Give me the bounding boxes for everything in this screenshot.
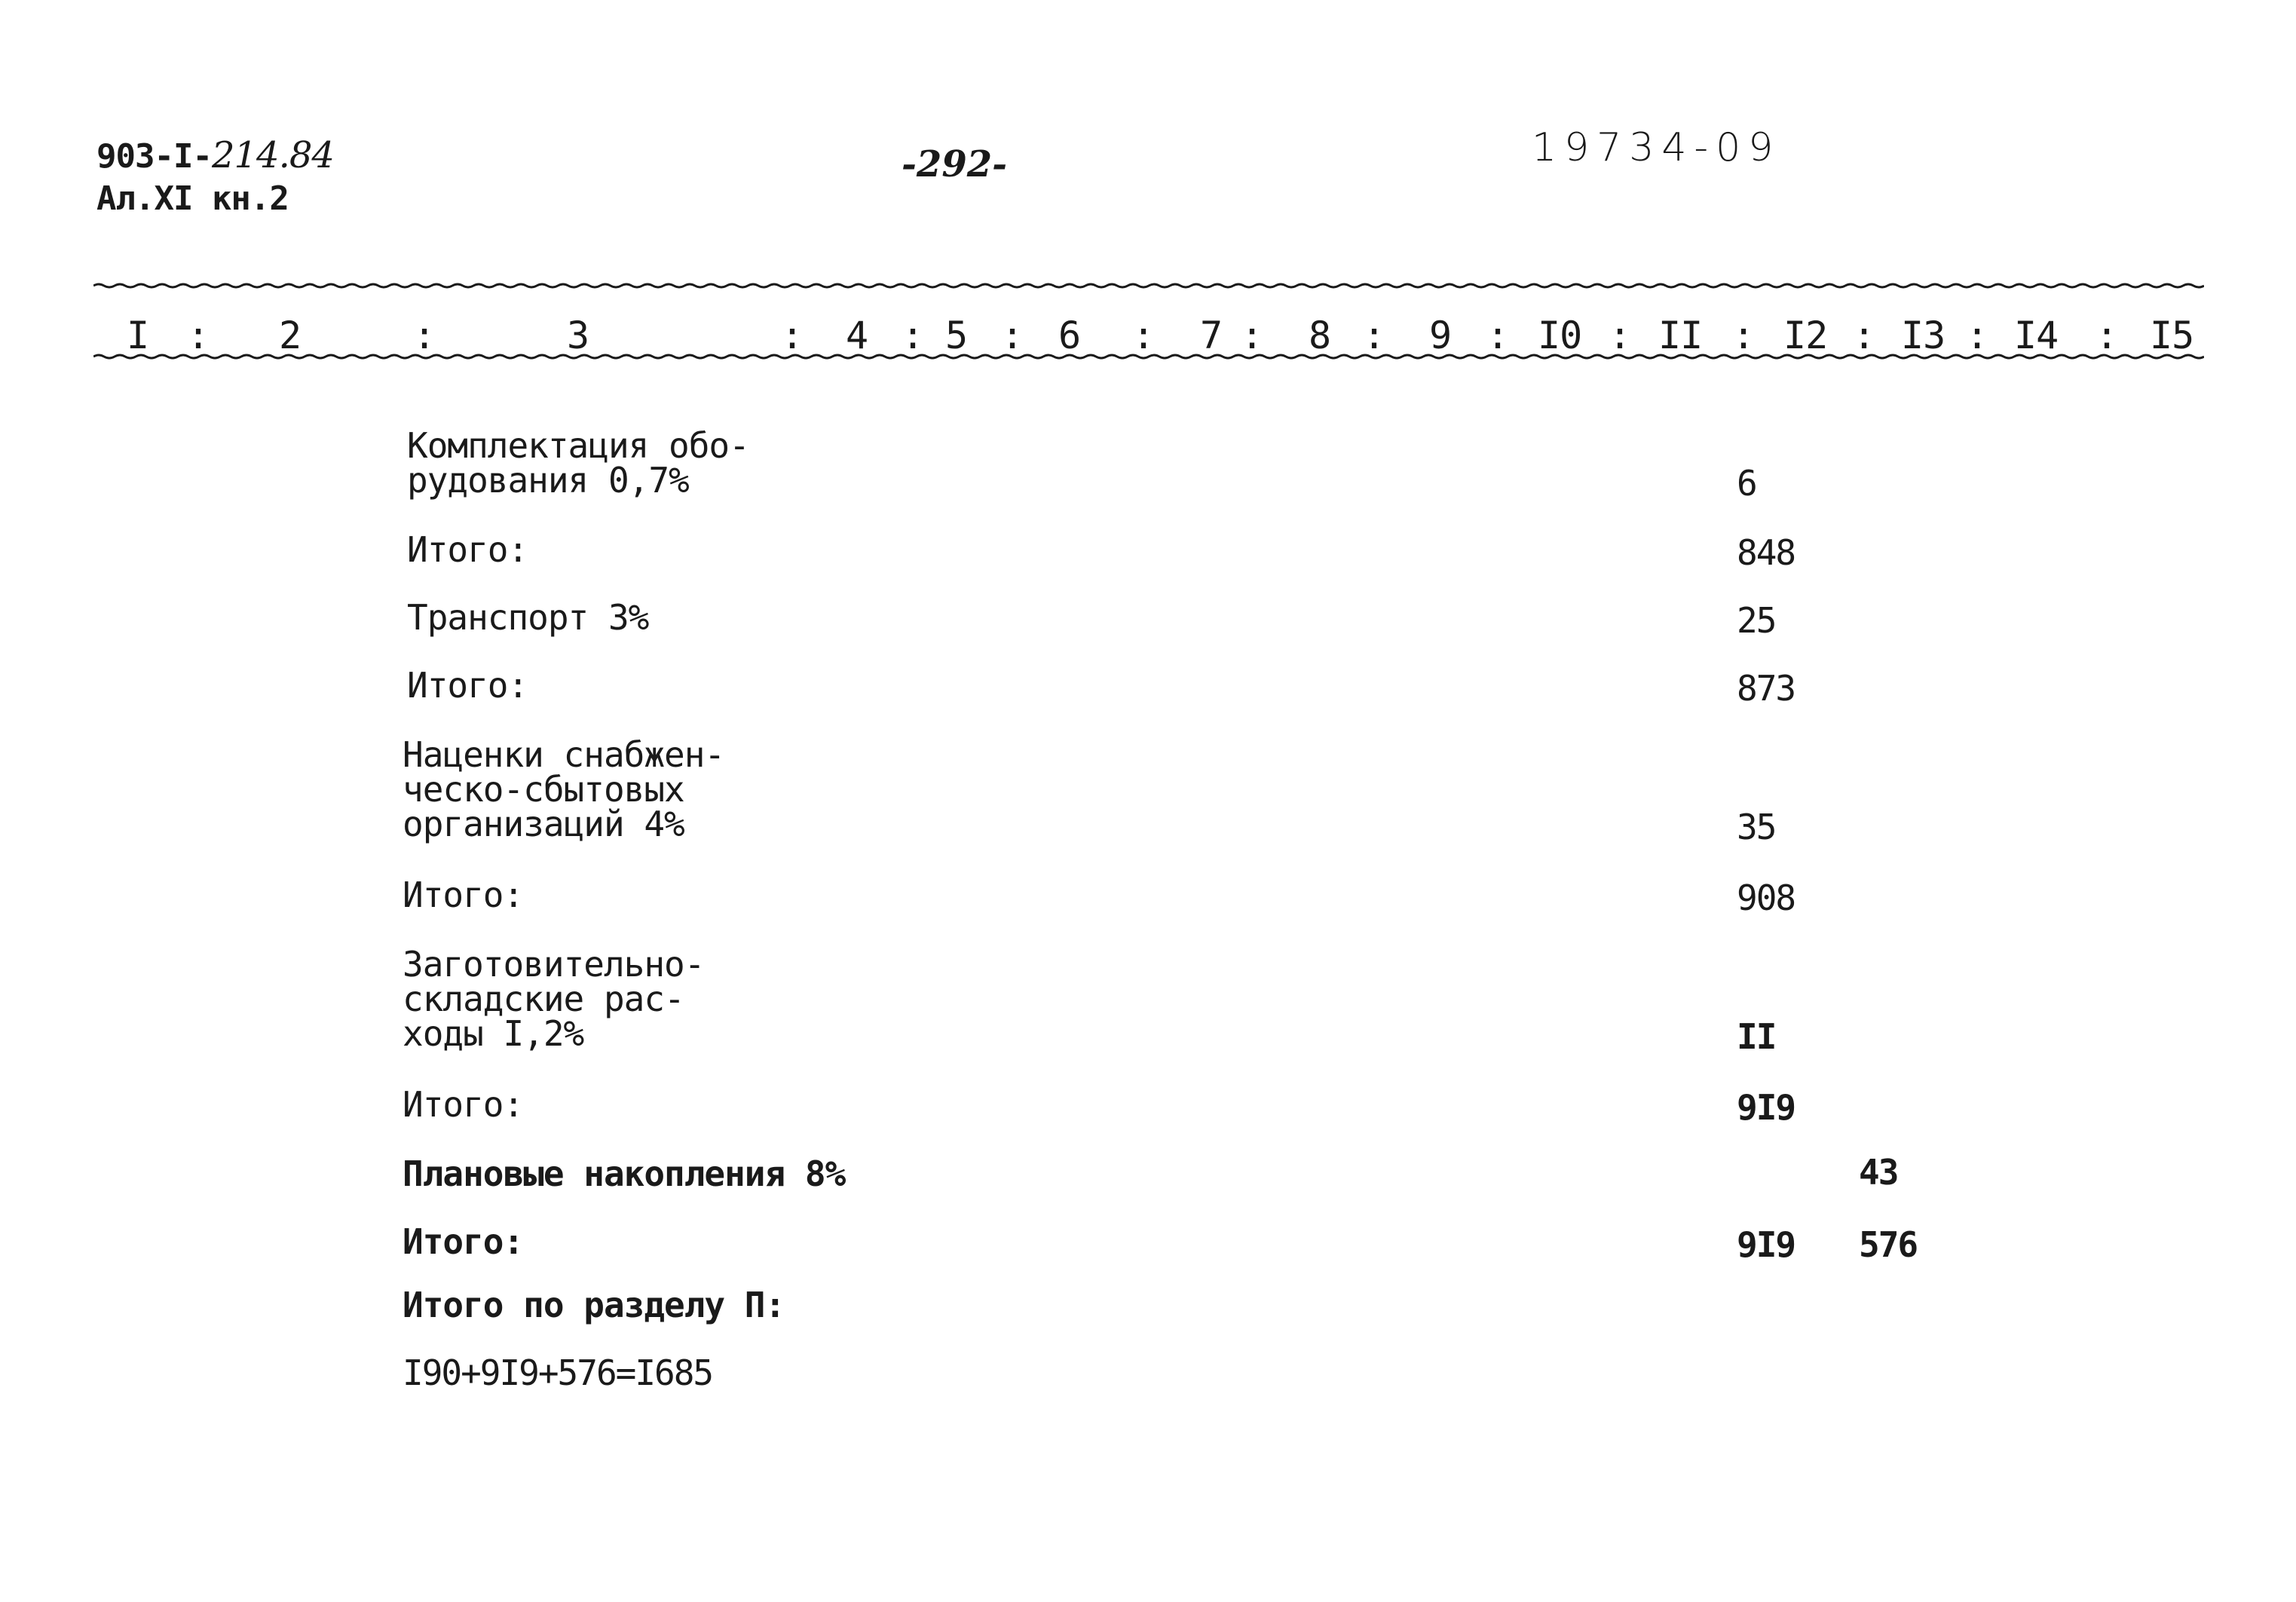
row-label-line: организаций 4%	[403, 804, 684, 844]
document-code-handwritten: 214.84	[211, 134, 334, 176]
column-number: I2	[1783, 314, 1828, 357]
column-separator: :	[1853, 314, 1876, 357]
row-label	[403, 734, 725, 844]
row-label	[403, 944, 705, 1054]
column-number: II	[1658, 314, 1703, 357]
column-12-value: II	[1737, 1016, 1776, 1057]
column-number: I0	[1538, 314, 1582, 357]
column-separator: :	[1132, 314, 1156, 357]
column-separator: :	[902, 314, 925, 357]
section-total-label: Итого по разделу П:	[403, 1285, 785, 1325]
row-label-line: Итого:	[403, 1084, 524, 1125]
row-label-line: Итого:	[403, 1221, 524, 1262]
page-number: -292-	[902, 143, 1008, 185]
column-12-value: 908	[1737, 878, 1795, 918]
row-label-line: складские рас-	[403, 979, 684, 1019]
column-12-value: 873	[1737, 668, 1795, 709]
column-number: 6	[1058, 314, 1081, 357]
row-label	[403, 1153, 846, 1194]
row-label-line: ходы I,2%	[403, 1013, 584, 1054]
column-12-value: 6	[1737, 463, 1756, 504]
column-number: 3	[567, 314, 589, 357]
column-number: I	[127, 314, 149, 357]
row-label-line: Итого:	[407, 529, 528, 570]
column-number: I5	[2150, 314, 2194, 357]
row-label-line: Наценки снабжен-	[403, 734, 725, 775]
section-total-formula: I90+9I9+576=I685	[403, 1352, 713, 1393]
row-label	[407, 597, 649, 638]
column-separator: :	[1732, 314, 1756, 357]
row-label-line: ческо-сбытовых	[403, 769, 684, 810]
header-bottom-wavy-rule	[93, 353, 2204, 360]
column-separator: :	[781, 314, 804, 357]
row-label-line: Транспорт 3%	[407, 597, 649, 638]
row-label	[403, 1221, 524, 1262]
row-label	[407, 529, 528, 570]
column-12-value: 9I9	[1737, 1087, 1795, 1128]
column-number: I3	[1901, 314, 1945, 357]
row-label-line: Итого:	[403, 875, 524, 915]
column-separator: :	[413, 314, 436, 357]
column-separator: :	[2095, 314, 2119, 357]
column-number: 9	[1429, 314, 1452, 357]
row-label	[407, 665, 528, 706]
document-code-printed: 903-I-	[96, 137, 212, 176]
column-separator: :	[1966, 314, 1989, 357]
column-number: 7	[1200, 314, 1223, 357]
column-separator: :	[1241, 314, 1264, 357]
column-separator: :	[187, 314, 210, 357]
row-label	[407, 425, 749, 501]
column-separator: :	[1001, 314, 1024, 357]
top-wavy-rule	[93, 282, 2204, 289]
row-label-line: Комплектация обо-	[407, 425, 749, 466]
column-12-value: 35	[1737, 807, 1776, 847]
column-number: 4	[846, 314, 868, 357]
column-number: 8	[1309, 314, 1331, 357]
column-separator: :	[1486, 314, 1510, 357]
column-13-value: 576	[1859, 1224, 1918, 1265]
column-12-value: 9I9	[1737, 1224, 1795, 1265]
row-label-line: Итого:	[407, 665, 528, 706]
column-12-value: 25	[1737, 600, 1776, 641]
row-label-line: Плановые накопления 8%	[403, 1153, 846, 1194]
inventory-number: 19734-09	[1532, 125, 1781, 170]
row-label-line: рудования 0,7%	[407, 460, 689, 501]
row-label	[403, 875, 524, 915]
album-book-label: Ал.XI кн.2	[96, 179, 289, 218]
document-code	[96, 134, 334, 176]
column-12-value: 848	[1737, 532, 1795, 573]
column-separator: :	[1609, 314, 1632, 357]
row-label	[403, 1084, 524, 1125]
column-number: I4	[2014, 314, 2059, 357]
column-number: 2	[279, 314, 302, 357]
column-13-value: 43	[1859, 1152, 1898, 1193]
column-separator: :	[1363, 314, 1386, 357]
column-number: 5	[945, 314, 968, 357]
row-label-line: Заготовительно-	[403, 944, 705, 985]
